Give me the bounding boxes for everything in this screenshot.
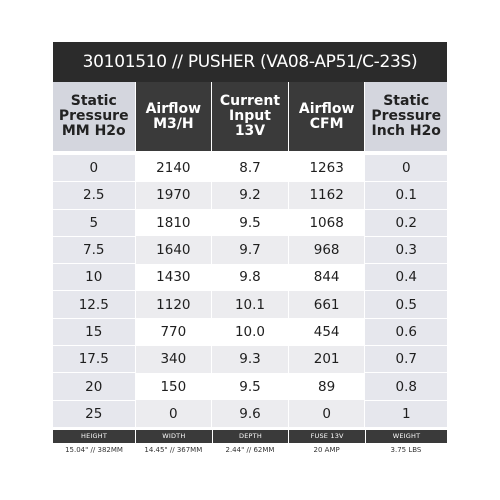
dimension-value: 2.44" // 62MM [225, 445, 275, 454]
header-airflow-cfm: Airflow CFM [288, 82, 365, 153]
table-row [53, 182, 447, 209]
dimension-value: 14.45" // 367MM [144, 445, 203, 454]
title-bar [53, 42, 447, 82]
table-cell: 0.5 [365, 291, 447, 318]
table-cell: 1068 [288, 209, 365, 236]
table-cell: 10 [53, 264, 135, 291]
table-cell: 0 [288, 400, 365, 427]
dimensions-strip [53, 430, 447, 458]
table-cell: 2140 [135, 153, 212, 182]
header-static-pressure-mm: Static Pressure MM H2o [53, 82, 135, 153]
table-cell: 0 [135, 400, 212, 427]
table-cell: 150 [135, 373, 212, 400]
table-cell: 5 [53, 209, 135, 236]
table-row [53, 373, 447, 400]
table-cell: 15 [53, 318, 135, 345]
header-row [53, 82, 447, 153]
table-row [53, 346, 447, 373]
table-cell: 0 [365, 153, 447, 182]
table-cell: 9.2 [212, 182, 289, 209]
table-cell: 0.2 [365, 209, 447, 236]
table-cell: 1263 [288, 153, 365, 182]
table-cell: 0.3 [365, 236, 447, 263]
table-row [53, 318, 447, 345]
table-cell: 770 [135, 318, 212, 345]
table-cell: 0 [53, 153, 135, 182]
table-cell: 12.5 [53, 291, 135, 318]
dimension-height [53, 430, 135, 458]
table-row [53, 153, 447, 182]
table-cell: 89 [288, 373, 365, 400]
table-cell: 340 [135, 346, 212, 373]
table-cell: 968 [288, 236, 365, 263]
dimension-value: 3.75 LBS [390, 445, 422, 454]
dimension-label: WIDTH [135, 430, 212, 443]
table-cell: 10.0 [212, 318, 289, 345]
table-cell: 201 [288, 346, 365, 373]
table-cell: 9.8 [212, 264, 289, 291]
dimension-width [135, 430, 212, 458]
dimension-value: 20 AMP [313, 445, 340, 454]
sheet-title: 30101510 // PUSHER (VA08-AP51/C-23S) [82, 52, 418, 72]
table-cell: 1162 [288, 182, 365, 209]
table-cell: 10.1 [212, 291, 289, 318]
table-body [53, 153, 447, 427]
table-cell: 1430 [135, 264, 212, 291]
table-cell: 0.6 [365, 318, 447, 345]
table-cell: 0.1 [365, 182, 447, 209]
table-row [53, 264, 447, 291]
table-cell: 661 [288, 291, 365, 318]
dimension-value: 15.04" // 382MM [65, 445, 123, 454]
table-row [53, 291, 447, 318]
header-current-input: Current Input 13V [212, 82, 289, 153]
performance-table [53, 82, 447, 428]
table-cell: 1970 [135, 182, 212, 209]
spec-sheet [53, 42, 447, 458]
table-row [53, 236, 447, 263]
table-cell: 0.4 [365, 264, 447, 291]
table-cell: 0.8 [365, 373, 447, 400]
table-cell: 1640 [135, 236, 212, 263]
dimension-label: FUSE 13V [288, 430, 365, 443]
table-cell: 9.3 [212, 346, 289, 373]
table-row [53, 209, 447, 236]
table-cell: 20 [53, 373, 135, 400]
dimension-label: DEPTH [212, 430, 289, 443]
dimension-label: WEIGHT [365, 430, 447, 443]
dimension-depth [212, 430, 289, 458]
table-row [53, 400, 447, 427]
dimension-weight [365, 430, 447, 458]
table-cell: 7.5 [53, 236, 135, 263]
table-cell: 9.6 [212, 400, 289, 427]
table-cell: 9.5 [212, 373, 289, 400]
dimension-fuse-13v [288, 430, 365, 458]
table-cell: 2.5 [53, 182, 135, 209]
table-cell: 454 [288, 318, 365, 345]
table-cell: 9.7 [212, 236, 289, 263]
table-cell: 17.5 [53, 346, 135, 373]
table-cell: 8.7 [212, 153, 289, 182]
table-cell: 0.7 [365, 346, 447, 373]
table-cell: 1 [365, 400, 447, 427]
table-cell: 9.5 [212, 209, 289, 236]
table-cell: 1810 [135, 209, 212, 236]
table-cell: 1120 [135, 291, 212, 318]
table-cell: 25 [53, 400, 135, 427]
dimension-label: HEIGHT [53, 430, 135, 443]
header-airflow-m3h: Airflow M3/H [135, 82, 212, 153]
table-cell: 844 [288, 264, 365, 291]
header-static-pressure-inch: Static Pressure Inch H2o [365, 82, 447, 153]
